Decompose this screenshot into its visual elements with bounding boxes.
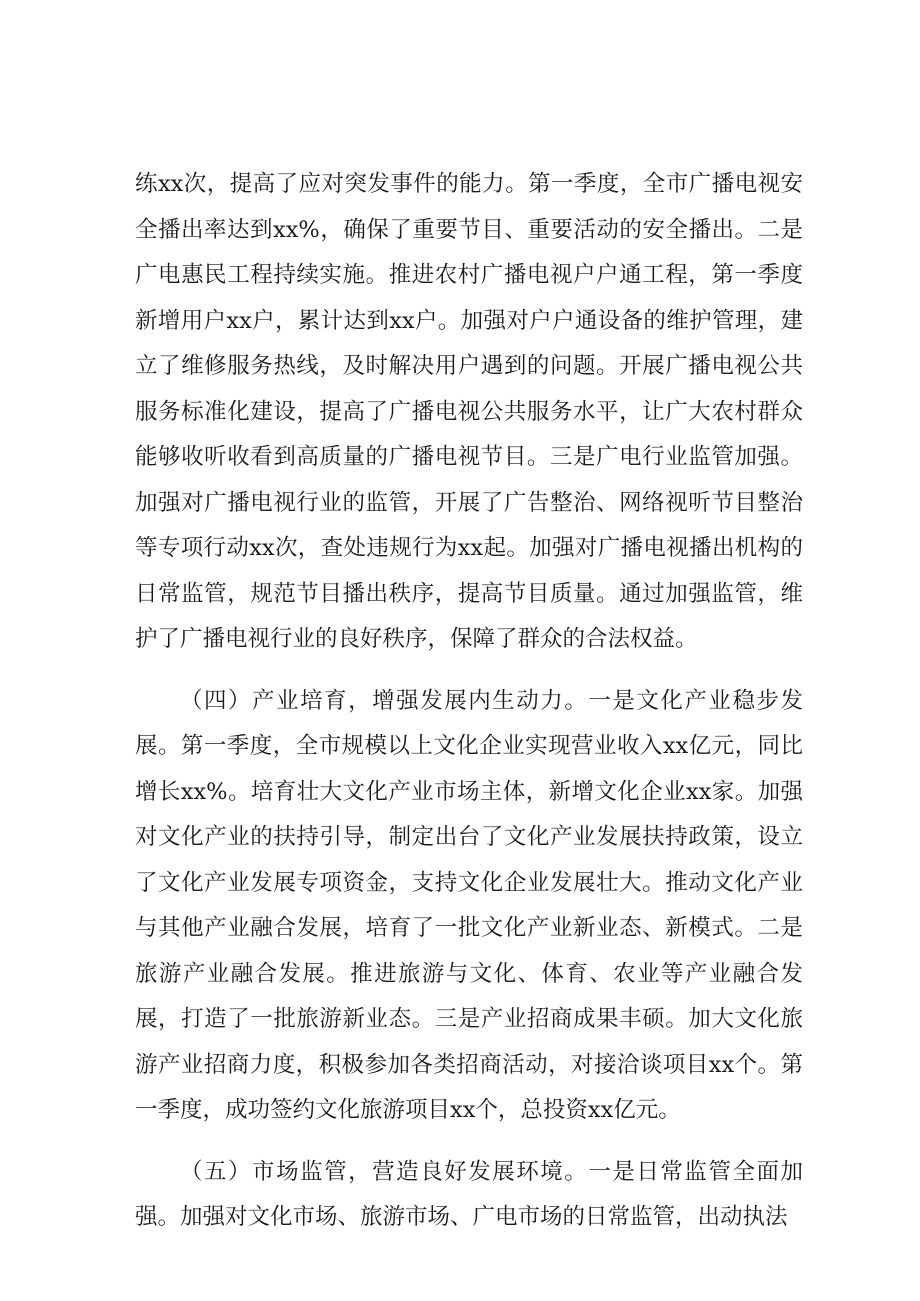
body-text	[135, 162, 803, 1257]
paragraph-section-4: （四）产业培育，增强发展内生动力。一是文化产业稳步发展。第一季度，全市规模以上文化企业实现营业收入xx亿元，同比增长xx%。培育壮大文化产业市场主体，新增文化企业xx家。加强对文化产业的扶持引导，制定出台了文化产业发展扶持政策，设立了文化产业发展专项资金，支持文化企业发展壮大。推动文化产业与其他产业融合发展，培育了一批文化产业新业态、新模式。二是旅游产业融合发展。推进旅游与文化、体育、农业等产业融合发展，打造了一批旅游新业态。三是产业招商成果丰硕。加大文化旅游产业招商力度，积极参加各类招商活动，对接洽谈项目xx个。第一季度，成功签约文化旅游项目xx个，总投资xx亿元。	[135, 687, 803, 1123]
paragraph-continuation: 练xx次，提高了应对突发事件的能力。第一季度，全市广播电视安全播出率达到xx%，确保了重要节目、重要活动的安全播出。二是广电惠民工程持续实施。推进农村广播电视户户通工程，第一季度新增用户xx户，累计达到xx户。加强对户户通设备的维护管理，建立了维修服务热线，及时解决用户遇到的问题。开展广播电视公共服务标准化建设，提高了广播电视公共服务水平，让广大农村群众能够收听收看到高质量的广播电视节目。三是广电行业监管加强。加强对广播电视行业的监管，开展了广告整治、网络视听节目整治等专项行动xx次，查处违规行为xx起。加强对广播电视播出机构的日常监管，规范节目播出秩序，提高节目质量。通过加强监管，维护了广播电视行业的良好秩序，保障了群众的合法权益。	[135, 171, 803, 652]
paragraph-section-5: （五）市场监管，营造良好发展环境。一是日常监管全面加强。加强对文化市场、旅游市场、广电市场的日常监管，出动执法	[135, 1158, 803, 1230]
